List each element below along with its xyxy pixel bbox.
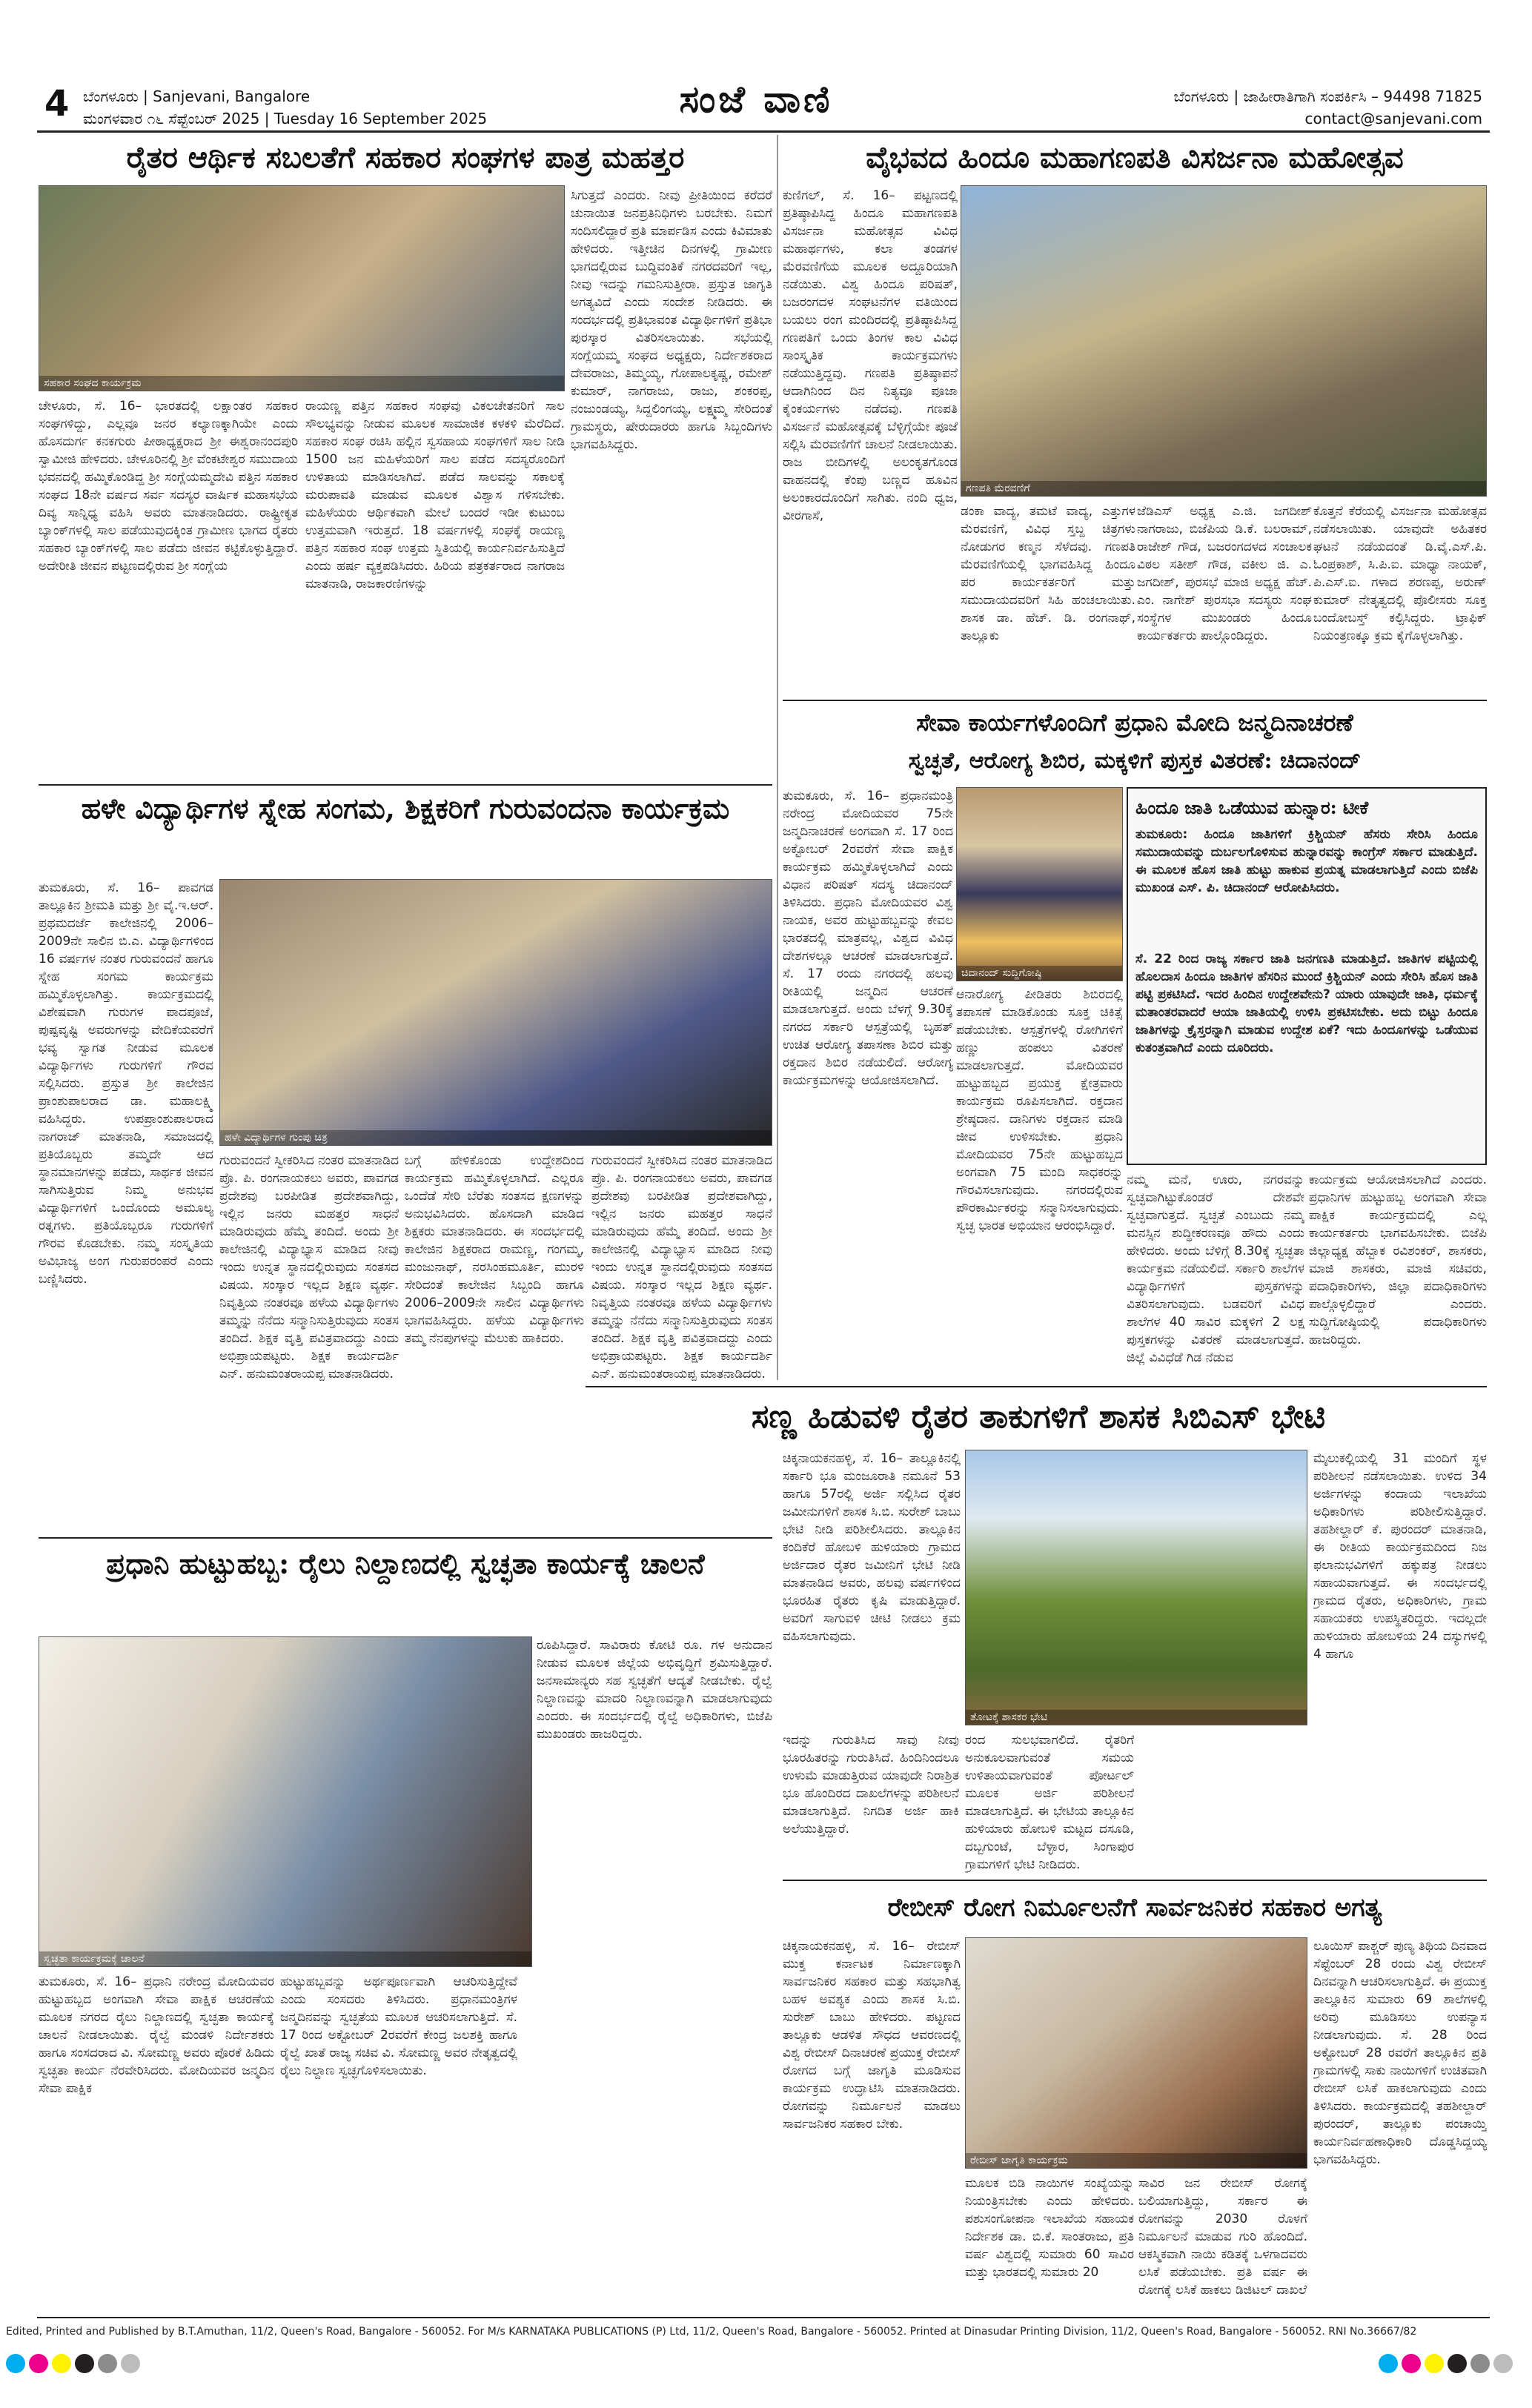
farmers-headline: ಸಣ್ಣ ಹಿಡುವಳಿ ರೈತರ ತಾಕುಗಳಿಗೆ ಶಾಸಕ ಸಿಬಿಎಸ್ ಭೇಟಿ (751, 1398, 1326, 1436)
masthead-logo (534, 77, 978, 129)
ganapati-headline: ವೈಭವದ ಹಿಂದೂ ಮಹಾಗಣಪತಿ ವಿಸರ್ಜನಾ ಮಹೋತ್ಸವ (866, 140, 1404, 175)
seva-top-rule (783, 700, 1487, 701)
seva-headline: ಸೇವಾ ಕಾರ್ಯಗಳೊಂದಿಗೆ ಪ್ರಧಾನಿ ಮೋದಿ ಜನ್ಮದಿನಾಚರಣೆ (916, 709, 1353, 737)
cooperative-headline: ರೈತರ ಆರ್ಥಿಕ ಸಬಲತೆಗೆ ಸಹಕಾರ ಸಂಘಗಳ ಪಾತ್ರ ಮಹತ್ತರ (126, 140, 685, 175)
cooperative-photo-caption: ಸಹಕಾರ ಸಂಘದ ಕಾರ್ಯಕ್ರಮ (39, 376, 564, 391)
ganapati-photo (961, 185, 1487, 497)
alumni-col-2: ಗುರುವಂದನೆ ಸ್ವೀಕರಿಸಿದ ನಂತರ ಮಾತನಾಡಿದ ಪ್ರೊ. ಪಿ. ರಂಗನಾಯಕಲು ಅವರು, ಪಾವಗಡ ಪ್ರದೇಶವು ಬರಪೀಡಿತ ಪ್ರದೇಶವಾಗಿದ್ದು, ಇಲ್ಲಿನ ಜನರು ಮಹತ್ತರ ಸಾಧನೆ ಮಾಡಿರುವುದು ಹೆಮ್ಮೆ ತಂದಿದೆ. ಅಂದು ಶ್ರೀ ಕಾಲೇಜಿನಲ್ಲಿ ವಿದ್ಯಾಭ್ಯಾಸ ಮಾಡಿದ ನೀವು ಇಂದು ಉನ್ನತ ಸ್ಥಾನದಲ್ಲಿರುವುದು ಸಂತಸದ ವಿಷಯ. ಸಂಸ್ಕಾರ ಇಲ್ಲದ ಶಿಕ್ಷಣ ವ್ಯರ್ಥ. ನಿವೃತ್ತಿಯ ನಂತರವೂ ಹಳೆಯ ವಿದ್ಯಾರ್ಥಿಗಳು ತಮ್ಮನ್ನು ನೆನೆದು ಸನ್ಮಾನಿಸುತ್ತಿರುವುದು ಸಂತಸ ತಂದಿದೆ. ಶಿಕ್ಷಕ ವೃತ್ತಿ ಪವಿತ್ರವಾದದ್ದು ಎಂದು ಅಭಿಪ್ರಾಯಪಟ್ಟರು. ಶಿಕ್ಷಕ ಕಾರ್ಯದರ್ಶಿ ಎನ್. ಹನುಮಂತರಾಯಪ್ಪ ಮಾತನಾಡಿದರು. (219, 1153, 399, 1382)
alumni-top-rule (39, 784, 772, 786)
contact-email[interactable]: contact@sanjevani.com (1304, 110, 1482, 127)
seva-col-3: ನಮ್ಮ ಮನೆ, ಊರು, ನಗರವನ್ನು ಸ್ವಚ್ಛವಾಗಿಟ್ಟುಕೊಂಡರೆ ದೇಶವೇ ಸ್ವಚ್ಛವಾಗುತ್ತದೆ. ಸ್ವಚ್ಛತೆ ಎಂಬುದು ನಮ್ಮ ಮನಸ್ಸಿನ ಶುದ್ಧೀಕರಣವೂ ಹೌದು ಎಂದು ಹೇಳಿದರು. ಅಂದು ಬೆಳಿಗ್ಗೆ 8.30ಕ್ಕೆ ಸ್ವಚ್ಛತಾ ಕಾರ್ಯಕ್ರಮ ನಡೆಯಲಿದೆ. ಸರ್ಕಾರಿ ಶಾಲೆಗಳ ವಿದ್ಯಾರ್ಥಿಗಳಿಗೆ ಪುಸ್ತಕಗಳನ್ನು ವಿತರಿಸಲಾಗುವುದು. ಬಡವರಿಗೆ ವಿವಿಧ ಶಾಲೆಗಳ 40 ಸಾವಿರ ಮಕ್ಕಳಿಗೆ 2 ಲಕ್ಷ ಪುಸ್ತಕಗಳನ್ನು ವಿತರಣೆ ಮಾಡಲಾಗುತ್ತದೆ. ಜಿಲ್ಲೆ ವಿವಿಧೆಡೆ ಗಿಡ ನೆಡುವ (1127, 1173, 1304, 1365)
registration-dot (1448, 2354, 1467, 2373)
seva-photo (956, 787, 1123, 981)
seva-col-1: ತುಮಕೂರು, ಸೆ. 16– ಪ್ರಧಾನಮಂತ್ರಿ ನರೇಂದ್ರ ಮೋದಿಯವರ 75ನೇ ಜನ್ಮದಿನಾಚರಣೆ ಅಂಗವಾಗಿ ಸೆ. 17 ರಿಂದ ಅಕ್ಟೋಬರ್ 2ರವರೆಗೆ ಸೇವಾ ಪಾಕ್ಷಿಕ ಕಾರ್ಯಕ್ರಮ ಹಮ್ಮಿಕೊಳ್ಳಲಾಗಿದೆ ಎಂದು ವಿಧಾನ ಪರಿಷತ್ ಸದಸ್ಯ ಚಿದಾನಂದ್ ತಿಳಿಸಿದರು. ಪ್ರಧಾನಿ ಮೋದಿಯವರ ವಿಶ್ವ ನಾಯಕ, ಅವರ ಹುಟ್ಟುಹಬ್ಬವನ್ನು ಕೇವಲ ಭಾರತದಲ್ಲಿ ಮಾತ್ರವಲ್ಲ, ವಿಶ್ವದ ವಿವಿಧ ದೇಶಗಳಲ್ಲೂ ಆಚರಣೆ ಮಾಡಲಾಗುತ್ತದೆ. ಸೆ. 17 ರಂದು ನಗರದಲ್ಲಿ ಹಲವು ರೀತಿಯಲ್ಲಿ ಜನ್ಮದಿನ ಆಚರಣೆ ಮಾಡಲಾಗುತ್ತದೆ. ಅಂದು ಬೆಳಗ್ಗೆ 9.30ಕ್ಕೆ ನಗರದ ಸರ್ಕಾರಿ ಆಸ್ಪತ್ರೆಯಲ್ಲಿ ಬೃಹತ್ ಉಚಿತ ಆರೋಗ್ಯ ತಪಾಸಣಾ ಶಿಬಿರ ಮತ್ತು ರಕ್ತದಾನ ಶಿಬಿರ ನಡೆಯಲಿದೆ. ಆರೋಗ್ಯ ಕಾರ್ಯಕ್ರಮಗಳನ್ನು ಆಯೋಜಿಸಲಾಗಿದೆ. (783, 789, 953, 1088)
alumni-col-1: ತುಮಕೂರು, ಸೆ. 16– ಪಾವಗಡ ತಾಲ್ಲೂಕಿನ ಶ್ರೀಮತಿ ಮತ್ತು ಶ್ರೀ ವೈ.ಇ.ಆರ್. ಪ್ರಥಮದರ್ಜೆ ಕಾಲೇಜಿನಲ್ಲಿ 2006–2009ನೇ ಸಾಲಿನ ಬಿ.ಎ. ವಿದ್ಯಾರ್ಥಿಗಳಿಂದ 16 ವರ್ಷಗಳ ನಂತರ ಗುರುವಂದನೆ ಹಾಗೂ ಸ್ನೇಹ ಸಂಗಮ ಕಾರ್ಯಕ್ರಮ ಹಮ್ಮಿಕೊಳ್ಳಲಾಗಿತ್ತು. ಕಾರ್ಯಕ್ರಮದಲ್ಲಿ ವಿಶೇಷವಾಗಿ ಗುರುಗಳ ಪಾದಪೂಜೆ, ಪುಷ್ಪವೃಷ್ಟಿ ಅವರುಗಳನ್ನು ವೇದಿಕೆಯವರೆಗೆ ಭವ್ಯ ಸ್ವಾಗತ ನೀಡುವ ಮೂಲಕ ವಿದ್ಯಾರ್ಥಿಗಳು ಗುರುಗಳಿಗೆ ಗೌರವ ಸಲ್ಲಿಸಿದರು. ಪ್ರಸ್ತುತ ಶ್ರೀ ಕಾಲೇಜಿನ ಪ್ರಾಂಶುಪಾಲರಾದ ಡಾ. ಮಹಾಲಕ್ಷ್ಮಿ ವಹಿಸಿದ್ದರು. ಉಪಪ್ರಾಂಶುಪಾಲರಾದ ನಾಗರಾಜ್ ಮಾತನಾಡಿ, ಸಮಾಜದಲ್ಲಿ ಪ್ರತಿಯೊಬ್ಬರು ತಮ್ಮದೇ ಆದ ಸ್ಥಾನಮಾನಗಳನ್ನು ಪಡೆದು, ಸಾರ್ಥಕ ಜೀವನ ಸಾಗಿಸುತ್ತಿರುವ ನಿಮ್ಮ ಅನುಭವ ವಿದ್ಯಾರ್ಥಿಗಳಿಗೆ ಒಂದೊಂದು ಅಮೂಲ್ಯ ರತ್ನಗಳು. ಪ್ರತಿಯೊಬ್ಬರೂ ಗುರುಗಳಿಗೆ ಗೌರವ ಕೊಡಬೇಕು. ನಮ್ಮ ಸಂಸ್ಕೃತಿಯ ಅವಿಭಾಜ್ಯ ಅಂಗ ಗುರುಪರಂಪರೆ ಎಂದು ಬಣ್ಣಿಸಿದರು. (39, 880, 213, 1287)
farmers-photo (965, 1450, 1307, 1725)
farmers-col-3: ರಂದ ಸುಲಭವಾಗಲಿದೆ. ರೈತರಿಗೆ ಅನುಕೂಲವಾಗುವಂತೆ ಸಮಯ ಉಳಿತಾಯವಾಗುವಂತೆ ಪೋರ್ಟಲ್ ಮೂಲಕ ಅರ್ಜಿ ಪರಿಶೀಲನೆ ಮಾಡಲಾಗುತ್ತಿದೆ. ಈ ಭೇಟಿಯ ತಾಲ್ಲೂಕಿನ ಹುಳಿಯಾರು ಹೋಬಳಿ ಮಟ್ಟದ ದಸೂಡಿ, ದಬ್ಬಗುಂಟೆ, ಬೆಳ್ಳಾರ, ಸಿಂಗಾಪುರ ಗ್ರಾಮಗಳಿಗೆ ಭೇಟಿ ನೀಡಿದರು. (965, 1733, 1134, 1872)
rabies-col-1: ಚಿಕ್ಕನಾಯಕನಹಳ್ಳಿ, ಸೆ. 16– ರೇಬೀಸ್ ಮುಕ್ತ ಕರ್ನಾಟಕ ನಿರ್ಮಾಣಕ್ಕಾಗಿ ಸಾರ್ವಜನಿಕರ ಸಹಕಾರ ಮತ್ತು ಸಹಭಾಗಿತ್ವ ಬಹಳ ಅವಶ್ಯಕ ಎಂದು ಶಾಸಕ ಸಿ.ಬಿ. ಸುರೇಶ್ ಬಾಬು ಹೇಳಿದರು. ಪಟ್ಟಣದ ತಾಲ್ಲೂಕು ಆಡಳಿತ ಸೌಧದ ಆವರಣದಲ್ಲಿ ವಿಶ್ವ ರೇಬೀಸ್ ದಿನಾಚರಣೆ ಪ್ರಯುಕ್ತ ರೇಬೀಸ್ ರೋಗದ ಬಗ್ಗೆ ಜಾಗೃತಿ ಮೂಡಿಸುವ ಕಾರ್ಯಕ್ರಮ ಉದ್ಘಾಟಿಸಿ ಮಾತನಾಡಿದರು. ರೋಗವನ್ನು ನಿರ್ಮೂಲನೆ ಮಾಡಲು ಸಾರ್ವಜನಿಕರ ಸಹಕಾರ ಬೇಕು. (783, 1939, 961, 2132)
registration-dot (52, 2354, 71, 2373)
registration-dot (1425, 2354, 1444, 2373)
ganapati-photo-caption: ಗಣಪತಿ ಮೆರವಣಿಗೆ (961, 481, 1486, 496)
cooperative-photo (39, 185, 565, 391)
rabies-top-rule (783, 1880, 1487, 1881)
farmers-top-rule (586, 1386, 1487, 1387)
alumni-headline: ಹಳೇ ವಿದ್ಯಾರ್ಥಿಗಳ ಸ್ನೇಹ ಸಂಗಮ, ಶಿಕ್ಷಕರಿಗೆ ಗುರುವಂದನಾ ಕಾರ್ಯಕ್ರಮ (81, 792, 730, 825)
railway-top-rule (39, 1537, 772, 1539)
contact-line: ಬೆಂಗಳೂರು | ಜಾಹೀರಾತಿಗಾಗಿ ಸಂಪರ್ಕಿಸಿ – 94498 71825 (1173, 87, 1482, 105)
rabies-col-2: ಮೂಲಕ ಬಿಡಿ ನಾಯಿಗಳ ಸಂಖ್ಯೆಯನ್ನು ನಿಯಂತ್ರಿಸಬೇಕು ಎಂದು ಹೇಳಿದರು. ಪಶುಸಂಗೋಪನಾ ಇಲಾಖೆಯ ಸಹಾಯಕ ನಿರ್ದೇಶಕ ಡಾ. ಬಿ.ಕೆ. ಸಾಂತರಾಜು, ಪ್ರತಿ ವರ್ಷ ವಿಶ್ವದಲ್ಲಿ ಸುಮಾರು 60 ಸಾವಿರ ಮತ್ತು ಭಾರತದಲ್ಲಿ ಸುಮಾರು 20 (965, 2176, 1134, 2280)
ganapati-col-2: ಡಂಕಾ ವಾದ್ಯ, ತಮಟೆ ವಾದ್ಯ, ಎತ್ತುಗಳ ಮೆರವಣಿಗೆ, ವಿವಿಧ ಸ್ತಬ್ದ ಚಿತ್ರಗಳು ನೋಡುಗರ ಕಣ್ಮನ ಸೆಳೆದವು. ಗಣಪತಿ ಮೆರವಣಿಗೆಯಲ್ಲಿ ಭಾಗವಹಿಸಿದ್ದ ಹಿಂದೂ ಪರ ಕಾರ್ಯಕರ್ತರಿಗೆ ಮತ್ತು ಸಮುದಾಯದವರಿಗೆ ಸಿಹಿ ಹಂಚಲಾಯಿತು. ಶಾಸಕ ಡಾ. ಹೆಚ್. ಡಿ. ರಂಗನಾಥ್, ತಾಲ್ಲೂಕು (961, 504, 1135, 643)
ganapati-col-1: ಕುಣಿಗಲ್, ಸೆ. 16– ಪಟ್ಟಣದಲ್ಲಿ ಪ್ರತಿಷ್ಠಾಪಿಸಿದ್ದ ಹಿಂದೂ ಮಹಾಗಣಪತಿ ವಿಸರ್ಜನಾ ಮಹೋತ್ಸವ ವಿವಿಧ ಮಹಾರ್ಥಗಳು, ಕಲಾ ತಂಡಗಳ ಮೆರವಣಿಗೆಯ ಮೂಲಕ ಅದ್ದೂರಿಯಾಗಿ ನಡೆಯಿತು. ವಿಶ್ವ ಹಿಂದೂ ಪರಿಷತ್, ಬಜರಂಗದಳ ಸಂಘಟನೆಗಳ ವತಿಯಿಂದ ಬಯಲು ರಂಗ ಮಂದಿರದಲ್ಲಿ ಪ್ರತಿಷ್ಠಾಪಿಸಿದ್ದ ಗಣಪತಿಗೆ ಒಂದು ತಿಂಗಳ ಕಾಲ ವಿವಿಧ ಸಾಂಸ್ಕೃತಿಕ ಕಾರ್ಯಕ್ರಮಗಳು ನಡೆಯುತ್ತಿದ್ದವು. ಗಣಪತಿ ಪ್ರತಿಷ್ಠಾಪನೆ ಆದಾಗಿನಿಂದ ದಿನ ನಿತ್ಯವೂ ಪೂಜಾ ಕೈಂಕರ್ಯಗಳು ನಡೆದವು. ಗಣಪತಿ ವಿಸರ್ಜನೆ ಮಹೋತ್ಸವಕ್ಕೆ ಬೆಳ್ಳಿಗ್ಗೆಯೇ ಪೂಜೆ ಸಲ್ಲಿಸಿ ಮೆರವಣಿಗೆಗೆ ಚಾಲನೆ ನೀಡಲಾಯಿತು. ರಾಜ ಬೀದಿಗಳಲ್ಲಿ ಅಲಂಕೃತಗೊಂಡ ವಾಹನದಲ್ಲಿ ಕೆಂಪು ಬಣ್ಣದ ಹೂವಿನ ಅಲಂಕಾರದೊಂದಿಗೆ ಸಾಗಿತು. ನಂದಿ ಧ್ವಜ, ವೀರಗಾಸೆ, (783, 188, 958, 523)
registration-dot (98, 2354, 117, 2373)
railway-col-1: ತುಮಕೂರು, ಸೆ. 16– ಪ್ರಧಾನಿ ನರೇಂದ್ರ ಮೋದಿಯವರ ಹುಟ್ಟುಹಬ್ಬದ ಅಂಗವಾಗಿ ಸೇವಾ ಪಾಕ್ಷಿಕ ಆಚರಣೆಯ ಮೂಲಕ ನಗರದ ರೈಲು ನಿಲ್ದಾಣದಲ್ಲಿ ಸ್ವಚ್ಛತಾ ಕಾರ್ಯಕ್ಕೆ ಚಾಲನೆ ನೀಡಲಾಯಿತು. ರೈಲ್ವೆ ಮಂಡಳಿ ನಿರ್ದೇಶಕರು ಹಾಗೂ ಸಂಸದರಾದ ವಿ. ಸೋಮಣ್ಣ ಅವರು ಪೊರಕೆ ಹಿಡಿದು ಸ್ವಚ್ಛತಾ ಕಾರ್ಯ ನೆರವೇರಿಸಿದರು. ಮೋದಿಯವರ ಜನ್ಮದಿನ ಸೇವಾ ಪಾಕ್ಷಿಕ (39, 1974, 274, 2096)
seva-photo-caption: ಚಿದಾನಂದ್ ಸುದ್ದಿಗೋಷ್ಠಿ (957, 966, 1122, 981)
seva-col-2: ಆನಾರೋಗ್ಯ ಪೀಡಿತರು ಶಿಬಿರದಲ್ಲಿ ತಪಾಸಣೆ ಮಾಡಿಕೊಂಡು ಸೂಕ್ತ ಚಿಕಿತ್ಸೆ ಪಡೆಯಬೇಕು. ಆಸ್ಪತ್ರೆಗಳಲ್ಲಿ ರೋಗಿಗಳಿಗೆ ಹಣ್ಣು ಹಂಪಲು ವಿತರಣೆ ಮಾಡಲಾಗುತ್ತದೆ. ಮೋದಿಯವರ ಹುಟ್ಟುಹಬ್ಬದ ಪ್ರಯುಕ್ತ ಕ್ಷೇತ್ರವಾರು ಕಾರ್ಯಕ್ರಮ ರೂಪಿಸಲಾಗಿದೆ. ರಕ್ತದಾನ ಶ್ರೇಷ್ಠದಾನ. ದಾನಿಗಳು ರಕ್ತದಾನ ಮಾಡಿ ಜೀವ ಉಳಿಸಬೇಕು. ಪ್ರಧಾನಿ ಮೋದಿಯವರ 75ನೇ ಹುಟ್ಟುಹಬ್ಬದ ಅಂಗವಾಗಿ 75 ಮಂದಿ ಸಾಧಕರನ್ನು ಗೌರವಿಸಲಾಗುವುದು. ನಗರದಲ್ಲಿರುವ ಪೌರಕಾರ್ಮಿಕರನ್ನು ಸನ್ಮಾನಿಸಲಾಗುವುದು. ಸ್ವಚ್ಛ ಭಾರತ ಅಭಿಯಾನ ಆರಂಭಿಸಿದ್ದಾರೆ. (956, 987, 1123, 1233)
cooperative-col-3: ಸಿಗುತ್ತದೆ ಎಂದರು. ನೀವು ಪ್ರೀತಿಯಿಂದ ಕರೆದರೆ ಚುನಾಯಿತ ಜನಪ್ರತಿನಿಧಿಗಳು ಬರಬೇಕು. ನಿಮಗೆ ಸಂದಿಸಲಿದ್ದಾರೆ ಪ್ರತಿ ಮಾರ್ಪಡಿಸ ಎಂದು ಕಿವಿಮಾತು ಹೇಳಿದರು. ಇತ್ತೀಚಿನ ದಿನಗಳಲ್ಲಿ ಗ್ರಾಮೀಣ ಭಾಗದಲ್ಲಿರುವ ಬುದ್ಧಿವಂತಿಕೆ ನಗರದವರಿಗೆ ಇಲ್ಲ, ನೀವು ಇದನ್ನು ಗಮನಿಸುತ್ತೀರಾ. ಪ್ರಸ್ತುತ ಜಾಗೃತಿ ಅಗತ್ಯವಿದೆ ಎಂದು ಸಂದೇಶ ನೀಡಿದರು. ಈ ಸಂದರ್ಭದಲ್ಲಿ ಪ್ರತಿಭಾವಂತ ವಿದ್ಯಾರ್ಥಿಗಳಿಗೆ ಪ್ರತಿಭಾ ಪುರಸ್ಕಾರ ವಿತರಿಸಲಾಯಿತು. ಸಭೆಯಲ್ಲಿ ಸಂಗ್ಲೆಯಮ್ಮ ಸಂಘದ ಅಧ್ಯಕ್ಷರು, ನಿರ್ದೇಶಕರಾದ ದೇವರಾಜು, ತಿಮ್ಮಯ್ಯ, ಗೋಪಾಲಕೃಷ್ಣ, ರಮೇಶ್ ಕುಮಾರ್, ನಾಗರಾಜು, ರಾಜು, ಶಂಕರಪ್ಪ, ನಂಜುಂಡಯ್ಯ, ಸಿದ್ದಲಿಂಗಯ್ಯ, ಲಕ್ಷ್ಮಮ್ಮ ಸೇರಿದಂತೆ ಗ್ರಾಮಸ್ಥರು, ಷೇರುದಾರರು ಹಾಗೂ ಸಿಬ್ಬಂದಿಗಳು ಭಾಗವಹಿಸಿದ್ದರು. (571, 188, 772, 452)
logo-text: ಸಂಜೆ ವಾಣಿ (679, 77, 833, 121)
alumni-photo-caption: ಹಳೇ ವಿದ್ಯಾರ್ಥಿಗಳ ಗುಂಪು ಚಿತ್ರ (220, 1130, 772, 1145)
sidebox (1127, 787, 1487, 1165)
railway-headline: ಪ್ರಧಾನಿ ಹುಟ್ಟುಹಬ್ಬ: ರೈಲು ನಿಲ್ದಾಣದಲ್ಲಿ ಸ್ವಚ್ಛತಾ ಕಾರ್ಯಕ್ಕೆ ಚಾಲನೆ (106, 1547, 705, 1580)
alumni-col-4: ಗುರುವಂದನೆ ಸ್ವೀಕರಿಸಿದ ನಂತರ ಮಾತನಾಡಿದ ಪ್ರೊ. ಪಿ. ರಂಗನಾಯಕಲು ಅವರು, ಪಾವಗಡ ಪ್ರದೇಶವು ಬರಪೀಡಿತ ಪ್ರದೇಶವಾಗಿದ್ದು, ಇಲ್ಲಿನ ಜನರು ಮಹತ್ತರ ಸಾಧನೆ ಮಾಡಿರುವುದು ಹೆಮ್ಮೆ ತಂದಿದೆ. ಅಂದು ಶ್ರೀ ಕಾಲೇಜಿನಲ್ಲಿ ವಿದ್ಯಾಭ್ಯಾಸ ಮಾಡಿದ ನೀವು ಇಂದು ಉನ್ನತ ಸ್ಥಾನದಲ್ಲಿರುವುದು ಸಂತಸದ ವಿಷಯ. ಸಂಸ್ಕಾರ ಇಲ್ಲದ ಶಿಕ್ಷಣ ವ್ಯರ್ಥ. ನಿವೃತ್ತಿಯ ನಂತರವೂ ಹಳೆಯ ವಿದ್ಯಾರ್ಥಿಗಳು ತಮ್ಮನ್ನು ನೆನೆದು ಸನ್ಮಾನಿಸುತ್ತಿರುವುದು ಸಂತಸ ತಂದಿದೆ. ಶಿಕ್ಷಕ ವೃತ್ತಿ ಪವಿತ್ರವಾದದ್ದು ಎಂದು ಅಭಿಪ್ರಾಯಪಟ್ಟರು. ಶಿಕ್ಷಕ ಕಾರ್ಯದರ್ಶಿ ಎನ್. ಹನುಮಂತರಾಯಪ್ಪ ಮಾತನಾಡಿದರು. (591, 1153, 772, 1382)
railway-photo-caption: ಸ್ವಚ್ಛತಾ ಕಾರ್ಯಕ್ರಮಕ್ಕೆ ಚಾಲನೆ (39, 1951, 531, 1966)
railway-col-2: ಹುಟ್ಟುಹಬ್ಬವನ್ನು ಅರ್ಥಪೂರ್ಣವಾಗಿ ಆಚರಿಸುತ್ತಿದ್ದೇವೆ ಎಂದು ಸಂಸದರು ತಿಳಿಸಿದರು. ಪ್ರಧಾನಮಂತ್ರಿಗಳ ಜನ್ಮದಿನವನ್ನು ಸ್ವಚ್ಛತೆಯ ಮೂಲಕ ಆಚರಿಸಲಾಗುತ್ತಿದೆ. ಸೆ. 17 ರಿಂದ ಅಕ್ಟೋಬರ್ 2ರವರೆಗೆ ಕೇಂದ್ರ ಜಲಶಕ್ತಿ ಹಾಗೂ ರೈಲ್ವೆ ಖಾತೆ ರಾಜ್ಯ ಸಚಿವ ವಿ. ಸೋಮಣ್ಣ ಅವರ ನೇತೃತ್ವದಲ್ಲಿ ರೈಲು ನಿಲ್ದಾಣ ಸ್ವಚ್ಛಗೊಳಿಸಲಾಯಿತು. (280, 1974, 517, 2078)
farmers-col-1: ಚಿಕ್ಕನಾಯಕನಹಳ್ಳಿ, ಸೆ. 16– ತಾಲ್ಲೂಕಿನಲ್ಲಿ ಸರ್ಕಾರಿ ಭೂ ಮಂಜೂರಾತಿ ನಮೂನೆ 53 ಹಾಗೂ 57ರಲ್ಲಿ ಅರ್ಜಿ ಸಲ್ಲಿಸಿದ ರೈತರ ಜಮೀನುಗಳಿಗೆ ಶಾಸಕ ಸಿ.ಬಿ. ಸುರೇಶ್ ಬಾಬು ಭೇಟಿ ನೀಡಿ ಪರಿಶೀಲಿಸಿದರು. ತಾಲ್ಲೂಕಿನ ಕಂದಿಕೆರೆ ಹೋಬಳಿ ಹುಳಿಯಾರು ಗ್ರಾಮದ ಅರ್ಜಿದಾರ ರೈತರ ಜಮೀನಿಗೆ ಭೇಟಿ ನೀಡಿ ಮಾತನಾಡಿದ ಅವರು, ಹಲವು ವರ್ಷಗಳಿಂದ ಭೂರಹಿತ ರೈತರು ಕೃಷಿ ಮಾಡುತ್ತಿದ್ದಾರೆ. ಅವರಿಗೆ ಸಾಗುವಳಿ ಚೀಟಿ ನೀಡಲು ಕ್ರಮ ವಹಿಸಲಾಗುವುದು. (783, 1451, 961, 1644)
registration-dot (29, 2354, 48, 2373)
registration-dot (6, 2354, 25, 2373)
farmers-col-2: ಇದನ್ನು ಗುರುತಿಸಿದ ಸಾವು ನೀವು ಭೂರಹಿತರನ್ನು ಗುರುತಿಸಿದೆ. ಹಿಂದಿನಿಂದಲೂ ಉಳುಮೆ ಮಾಡುತ್ತಿರುವ ಯಾವುದೇ ನಿರಾಶ್ರಿತ ಭೂ ಹೊಂದಿರದ ದಾಖಲೆಗಳನ್ನು ಪರಿಶೀಲನೆ ಮಾಡಲಾಗುತ್ತಿದೆ. ನಿಗದಿತ ಅರ್ಜಿ ಹಾಕಿ ಅಲೆಯುತ್ತಿದ್ದಾರೆ. (783, 1733, 959, 1837)
rabies-photo (965, 1937, 1307, 2169)
column-divider (777, 135, 778, 1380)
masthead-rule (37, 130, 1490, 133)
rabies-col-3: ಸಾವಿರ ಜನ ರೇಬೀಸ್ ರೋಗಕ್ಕೆ ಬಲಿಯಾಗುತ್ತಿದ್ದು, ಸರ್ಕಾರ ಈ ರೋಗವನ್ನು 2030 ರೊಳಗೆ ನಿರ್ಮೂಲನೆ ಮಾಡುವ ಗುರಿ ಹೊಂದಿದೆ. ಆಕಸ್ಮಿಕವಾಗಿ ನಾಯಿ ಕಡಿತಕ್ಕೆ ಒಳಗಾದವರು ಲಸಿಕೆ ಪಡೆಯಬೇಕು. ಪ್ರತಿ ವರ್ಷ ಈ ರೋಗಕ್ಕೆ ಲಸಿಕೆ ಹಾಕಲು ಡಿಜಿಟಲ್ ದಾಖಲೆ (1138, 2176, 1307, 2298)
farmers-photo-caption: ತೋಟಕ್ಕೆ ಶಾಸಕರ ಭೇಟಿ (966, 1710, 1307, 1725)
farmers-col-4: ಮೈಲುಕಲ್ಲಿಯಲ್ಲಿ 31 ಮಂದಿಗೆ ಸ್ಥಳ ಪರಿಶೀಲನೆ ನಡೆಸಲಾಯಿತು. ಉಳಿದ 34 ಅರ್ಜಿಗಳನ್ನು ಕಂದಾಯ ಇಲಾಖೆಯ ಅಧಿಕಾರಿಗಳು ಪರಿಶೀಲಿಸುತ್ತಿದ್ದಾರೆ. ತಹಶೀಲ್ದಾರ್ ಕೆ. ಪುರಂದರ್ ಮಾತನಾಡಿ, ಈ ರೀತಿಯ ಕಾರ್ಯಕ್ರಮದಿಂದ ನಿಜ ಫಲಾನುಭವಿಗಳಿಗೆ ಹಕ್ಕುಪತ್ರ ನೀಡಲು ಸಹಾಯವಾಗುತ್ತದೆ. ಈ ಸಂದರ್ಭದಲ್ಲಿ ಗ್ರಾಮದ ರೈತರು, ಅಧಿಕಾರಿಗಳು, ಗ್ರಾಮ ಸಹಾಯಕರು ಉಪಸ್ಥಿತರಿದ್ದರು. ಇದಲ್ಲದೇ ಹುಳಿಯಾರು ಹೋಬಳಿಯ 24 ದಸ್ಯುಗಳಲ್ಲಿ 4 ಹಾಗೂ (1313, 1451, 1487, 1662)
registration-dot (121, 2354, 140, 2373)
seva-col-4: ಕಾರ್ಯಕ್ರಮ ಆಯೋಜಿಸಲಾಗಿದೆ ಎಂದರು. ಪ್ರಧಾನಿಗಳ ಹುಟ್ಟುಹಬ್ಬ ಅಂಗವಾಗಿ ಸೇವಾ ಪಾಕ್ಷಿಕ ಕಾರ್ಯಕ್ರಮದಲ್ಲಿ ಎಲ್ಲ ಕಾರ್ಯಕರ್ತರು ಭಾಗವಹಿಸಬೇಕು. ಬಿಜೆಪಿ ಜಿಲ್ಲಾಧ್ಯಕ್ಷ ಹೆಬ್ಬಾಕ ರವಿಶಂಕರ್, ಶಾಸಕರು, ಮಾಜಿ ಶಾಸಕರು, ಮಾಜಿ ಸಚಿವರು, ಪದಾಧಿಕಾರಿಗಳು, ಜಿಲ್ಲಾ ಪದಾಧಿಕಾರಿಗಳು ಪಾಲ್ಗೊಳ್ಳಲಿದ್ದಾರೆ ಎಂದರು. ಸುದ್ದಿಗೋಷ್ಠಿಯಲ್ಲಿ ಪದಾಧಿಕಾರಿಗಳು ಹಾಜರಿದ್ದರು. (1309, 1173, 1487, 1347)
seva-subheadline: ಸ್ವಚ್ಛತೆ, ಆರೋಗ್ಯ ಶಿಬಿರ, ಮಕ್ಕಳಿಗೆ ಪುಸ್ತಕ ವಿತರಣೆ: ಚಿದಾನಂದ್ (908, 748, 1362, 774)
alumni-col-3: ಬಗ್ಗೆ ಹೇಳಿಕೊಂಡು ಉದ್ದೇಶದಿಂದ ಕಾರ್ಯಕ್ರಮ ಹಮ್ಮಿಕೊಳ್ಳಲಾಗಿದೆ. ಎಲ್ಲರೂ ಒಂದೆಡೆ ಸೇರಿ ಬೆರೆತು ಸಂತಸದ ಕ್ಷಣಗಳನ್ನು ಅನುಭವಿಸಿದರು. ಹೊಸದಾಗಿ ಮಾಡಿದ ಶಿಕ್ಷಕರು ಮಾತನಾಡಿದರು. ಈ ಸಂದರ್ಭದಲ್ಲಿ ಕಾಲೇಜಿನ ಶಿಕ್ಷಕರಾದ ರಾಮಣ್ಣ, ಗಂಗಮ್ಮ, ಮಂಜುನಾಥ್, ನರಸಿಂಹಮೂರ್ತಿ, ಮುರಳಿ ಸೇರಿದಂತೆ ಕಾಲೇಜಿನ ಸಿಬ್ಬಂದಿ ಹಾಗೂ 2006–2009ನೇ ಸಾಲಿನ ವಿದ್ಯಾರ್ಥಿಗಳು ಭಾಗವಹಿಸಿದ್ದರು. ಹಳೆಯ ವಿದ್ಯಾರ್ಥಿಗಳು ತಮ್ಮ ನೆನಪುಗಳನ್ನು ಮೆಲುಕು ಹಾಕಿದರು. (405, 1153, 584, 1346)
registration-marks-left (6, 2354, 147, 2373)
footer-rule (37, 2317, 1490, 2318)
registration-dot (1402, 2354, 1421, 2373)
registration-dot (1470, 2354, 1490, 2373)
sidebox-body-1: ತುಮಕೂರು: ಹಿಂದೂ ಜಾತಿಗಳಿಗೆ ಕ್ರಿಶ್ಚಿಯನ್ ಹೆಸರು ಸೇರಿಸಿ ಹಿಂದೂ ಸಮುದಾಯವನ್ನು ದುರ್ಬಲಗೊಳಿಸುವ ಹುನ್ನಾರವನ್ನು ಕಾಂಗ್ರೆಸ್ ಸರ್ಕಾರ ಮಾಡುತ್ತಿದೆ. ಈ ಮೂಲಕ ಹೊಸ ಜಾತಿ ಹುಟ್ಟು ಹಾಕುವ ಪ್ರಯತ್ನ ಮಾಡಲಾಗುತ್ತಿದೆ ಎಂದು ಬಿಜೆಪಿ ಮುಖಂಡ ಎಸ್. ಪಿ. ಚಿದಾನಂದ್ ಆರೋಪಿಸಿದರು. (1135, 827, 1478, 895)
cooperative-col-1: ಚೇಳೂರು, ಸೆ. 16– ಭಾರತದಲ್ಲಿ ಲಕ್ಷಾಂತರ ಸಹಕಾರ ಸಂಘಗಳಿದ್ದು, ಎಲ್ಲವೂ ಜನರ ಕಲ್ಯಾಣಕ್ಕಾಗಿಯೇ ಎಂದು ಹೊಸದುರ್ಗ ಕನಕಗುರು ಪೀಠಾಧ್ಯಕ್ಷರಾದ ಶ್ರೀ ಈಶ್ವರಾನಂದಪುರಿ ಸ್ವಾಮೀಜಿ ಹೇಳಿದರು. ಚೇಳೂರಿನಲ್ಲಿ ಶ್ರೀ ವೆಂಕಟೇಶ್ವರ ಸಮುದಾಯ ಭವನದಲ್ಲಿ ಹಮ್ಮಿಕೊಂಡಿದ್ದ ಶ್ರೀ ಸಂಗ್ಲೆಯಮ್ಮದೇವಿ ಪತ್ತಿನ ಸಹಕಾರ ಸಂಘದ 18ನೇ ವರ್ಷದ ಸರ್ವ ಸದಸ್ಯರ ವಾರ್ಷಿಕ ಮಹಾಸಭೆಯ ದಿವ್ಯ ಸಾನ್ನಿಧ್ಯ ವಹಿಸಿ ಅವರು ಮಾತನಾಡಿದರು. ರಾಷ್ಟ್ರೀಕೃತ ಬ್ಯಾಂಕ್‌ಗಳಲ್ಲಿ ಸಾಲ ಪಡೆಯುವುದಕ್ಕಿಂತ ಗ್ರಾಮೀಣ ಭಾಗದ ರೈತರು ಸಹಕಾರ ಬ್ಯಾಂಕ್‌ಗಳಲ್ಲಿ ಸಾಲ ಪಡೆದು ಜೀವನ ಕಟ್ಟಿಕೊಳ್ಳುತ್ತಿದ್ದಾರೆ. ಅದೇರೀತಿ ಜೀವನ ಪಟ್ಟಣದಲ್ಲಿರುವ ಶ್ರೀ ಸಂಗ್ಲೆಯ (39, 399, 298, 574)
sidebox-title: ಹಿಂದೂ ಜಾತಿ ಒಡೆಯುವ ಹುನ್ನಾರ: ಟೀಕೆ (1135, 797, 1369, 818)
rabies-headline: ರೇಬೀಸ್ ರೋಗ ನಿರ್ಮೂಲನೆಗೆ ಸಾರ್ವಜನಿಕರ ಸಹಕಾರ ಅಗತ್ಯ (887, 1893, 1382, 1923)
date-line: ಮಂಗಳವಾರ ೧೬ ಸೆಪ್ಟೆಂಬರ್ 2025 | Tuesday 16 September 2025 (83, 110, 488, 127)
alumni-photo (219, 879, 772, 1146)
ganapati-col-4: ಕೊತ್ತನೆ ಕೆರೆಯಲ್ಲಿ ವಿಸರ್ಜನಾ ಮಹೋತ್ಸವ ನಡೆಸಲಾಯಿತು. ಯಾವುದೇ ಅಹಿತಕರ ಘಟನೆ ನಡೆಯದಂತೆ ಡಿ.ವೈ.ಎಸ್.ಪಿ. ಓಂಪ್ರಕಾಶ್, ಸಿ.ಪಿ.ಐ. ಮಾಧ್ಯಾ ನಾಯಕ್, ಪಿ.ಎಸ್.ಐ. ಗಳಾದ ಶರಣಪ್ಪ, ಅರುಣ್ ಕುಮಾರ್ ನೇತೃತ್ವದಲ್ಲಿ ಪೊಲೀಸರು ಸೂಕ್ತ ಬಂದೋಬಸ್ತ್ ಕಲ್ಪಿಸಿದ್ದರು. ಟ್ರಾಫಿಕ್ ನಿಯಂತ್ರಣಕ್ಕೂ ಕ್ರಮ ಕೈಗೊಳ್ಳಲಾಗಿತ್ತು. (1313, 504, 1487, 643)
registration-dot (75, 2354, 94, 2373)
railway-photo (39, 1636, 532, 1967)
registration-marks-right (1379, 2354, 1519, 2373)
railway-col-3: ರೂಪಿಸಿದ್ದಾರೆ. ಸಾವಿರಾರು ಕೋಟಿ ರೂ. ಗಳ ಅನುದಾನ ನೀಡುವ ಮೂಲಕ ಜಿಲ್ಲೆಯ ಅಭಿವೃದ್ಧಿಗೆ ಶ್ರಮಿಸುತ್ತಿದ್ದಾರೆ. ಜನಸಾಮಾನ್ಯರು ಸಹ ಸ್ವಚ್ಛತೆಗೆ ಆದ್ಯತೆ ನೀಡಬೇಕು. ರೈಲ್ವೆ ನಿಲ್ದಾಣವನ್ನು ಮಾದರಿ ನಿಲ್ದಾಣವನ್ನಾಗಿ ಮಾಡಲಾಗುವುದು ಎಂದರು. ಈ ಸಂದರ್ಭದಲ್ಲಿ ರೈಲ್ವೆ ಅಧಿಕಾರಿಗಳು, ಬಿಜೆಪಿ ಮುಖಂಡರು ಹಾಜರಿದ್ದರು. (537, 1638, 772, 1742)
rabies-col-4: ಲೂಯಿಸ್ ಪಾಶ್ಚರ್ ಪುಣ್ಯ ತಿಥಿಯ ದಿನವಾದ ಸೆಪ್ಟೆಂಬರ್ 28 ರಂದು ವಿಶ್ವ ರೇಬೀಸ್ ದಿನವನ್ನಾಗಿ ಆಚರಿಸಲಾಗುತ್ತಿದೆ. ಈ ಪ್ರಯುಕ್ತ ತಾಲ್ಲೂಕಿನ ಸುಮಾರು 69 ಶಾಲೆಗಳಲ್ಲಿ ಅರಿವು ಮೂಡಿಸಲು ಉಪನ್ಯಾಸ ನೀಡಲಾಗುವುದು. ಸೆ. 28 ರಿಂದ ಅಕ್ಟೋಬರ್ 28 ರವರೆಗೆ ತಾಲ್ಲೂಕಿನ ಪ್ರತಿ ಗ್ರಾಮಗಳಲ್ಲಿ ಸಾಕು ನಾಯಿಗಳಿಗೆ ಉಚಿತವಾಗಿ ರೇಬೀಸ್ ಲಸಿಕೆ ಹಾಕಲಾಗುವುದು ಎಂದು ತಿಳಿಸಿದರು. ಕಾರ್ಯಕ್ರಮದಲ್ಲಿ ತಹಶೀಲ್ದಾರ್ ಪುರಂದರ್, ತಾಲ್ಲೂಕು ಪಂಚಾಯ್ತಿ ಕಾರ್ಯನಿರ್ವಹಣಾಧಿಕಾರಿ ದೊಡ್ಡಸಿದ್ದಯ್ಯ ಭಾಗವಹಿಸಿದ್ದರು. (1313, 1939, 1487, 2167)
ganapati-col-3: ಜೆಡಿಎಸ್ ಅಧ್ಯಕ್ಷ ಎ.ಜಿ. ಜಗದೀಶ್ ನಾಗರಾಜು, ಬಿಜೆಪಿಯ ಡಿ.ಕೆ. ಬಲರಾಮ್, ರಾಜೇಶ್ ಗೌಡ, ಬಜರಂಗದಳದ ಸಂಚಾಲಕ ವಿಠಲ ಸತೀಶ್ ಗೌಡ, ವಕೀಲ ಜಿ. ಎ. ಜಗದೀಶ್, ಪುರಸಭೆ ಮಾಜಿ ಅಧ್ಯಕ್ಷ ಹೆಚ್. ಎಂ. ನಾಗೇಶ್ ಪುರಸಭಾ ಸದಸ್ಯರು ಸಂಘ ಸಂಸ್ಥೆಗಳ ಮುಖಂಡರು ಹಿಂದೂ ಕಾರ್ಯಕರ್ತರು ಪಾಲ್ಗೊಂಡಿದ್ದರು. (1137, 504, 1312, 643)
sidebox-body-2: ಸೆ. 22 ರಿಂದ ರಾಜ್ಯ ಸರ್ಕಾರ ಜಾತಿ ಜನಗಣತಿ ಮಾಡುತ್ತಿದೆ. ಜಾತಿಗಳ ಪಟ್ಟಿಯಲ್ಲಿ ಹೊಲದಾಸ ಹಿಂದೂ ಜಾತಿಗಳ ಹೆಸರಿನ ಮುಂದೆ ಕ್ರಿಶ್ಚಿಯನ್ ಎಂದು ಸೇರಿಸಿ ಹೊಸ ಜಾತಿ ಪಟ್ಟಿ ಪ್ರಕಟಿಸಿದೆ. ಇದರ ಹಿಂದಿನ ಉದ್ದೇಶವೇನು? ಯಾರು ಯಾವುದೇ ಜಾತಿ, ಧರ್ಮಕ್ಕೆ ಮತಾಂತರವಾದರೆ ಆಯಾ ಜಾತಿಯಲ್ಲಿ ಉಳಿಸಿ ಪ್ರಕಟಿಸಬೇಕು. ಅದು ಬಿಟ್ಟು ಹಿಂದೂ ಜಾತಿಗಳನ್ನು ಕ್ರೈಸ್ತರನ್ನಾಗಿ ಮಾಡುವ ಉದ್ದೇಶ ಏಕೆ? ಇದು ಹಿಂದೂಗಳನ್ನು ಒಡೆಯುವ ಕುತಂತ್ರವಾಗಿದೆ ಎಂದು ದೂರಿದರು. (1135, 952, 1478, 1055)
registration-dot (1493, 2354, 1513, 2373)
page-number: 4 (44, 83, 70, 125)
footer-imprint: Edited, Printed and Published by B.T.Amuthan, 11/2, Queen's Road, Bangalore - 560052. For M/s KARNATAKA PUBLICATIONS (P) Ltd, 11/2, Queen's Road, Bangalore - 560052. Printed at Dinasudar Printing Division, 11/2, Queen's Road, Bangalore - 560052. RNI No.36667/82 (6, 2326, 1417, 2338)
registration-dot (1379, 2354, 1398, 2373)
rabies-photo-caption: ರೇಬೀಸ್ ಜಾಗೃತಿ ಕಾರ್ಯಕ್ರಮ (966, 2153, 1307, 2168)
city-line: ಬೆಂಗಳೂರು | Sanjevani, Bangalore (83, 87, 311, 105)
cooperative-col-2: ರಾಯಣ್ಣ ಪತ್ತಿನ ಸಹಕಾರ ಸಂಘವು ವಿಕಲಚೇತನರಿಗೆ ಸಾಲ ಸೌಲಭ್ಯವನ್ನು ನೀಡುವ ಮೂಲಕ ಸಾಮಾಜಿಕ ಕಳಕಳಿ ಮೆರೆದಿದೆ. ಸಹಕಾರ ಸಂಘ ರಚಿಸಿ ಹಲ್ಲಿನ ಸ್ವಸಹಾಯ ಸಂಘಗಳಿಗೆ ಸಾಲ ನೀಡಿ 1500 ಜನ ಮಹಿಳೆಯರಿಗೆ ಸಾಲ ಪಡೆದ ಸದಸ್ಯರೊಂದಿಗೆ ಉಳಿತಾಯ ಮಾಡಿಸಲಾಗಿದೆ. ಪಡೆದ ಸಾಲವನ್ನು ಸಕಾಲಕ್ಕೆ ಮರುಪಾವತಿ ಮಾಡುವ ಮೂಲಕ ವಿಶ್ವಾಸ ಗಳಿಸಬೇಕು. ಮಹಿಳೆಯರು ಆರ್ಥಿಕವಾಗಿ ಮೇಲೆ ಬಂದರೆ ಇಡೀ ಕುಟುಂಬ ಉತ್ತಮವಾಗಿ ಇರುತ್ತದೆ. 18 ವರ್ಷಗಳಲ್ಲಿ ಸಂಘಕ್ಕೆ ರಾಯಣ್ಣ ಪತ್ತಿನ ಸಹಕಾರ ಸಂಘ ಉತ್ತಮ ಸ್ಥಿತಿಯಲ್ಲಿ ಕಾರ್ಯನಿರ್ವಹಿಸುತ್ತಿದೆ ಎಂದು ಹರ್ಷ ವ್ಯಕ್ತಪಡಿಸಿದರು. ಹಿರಿಯ ಪತ್ರಕರ್ತರಾದ ನಾಗರಾಜ ಮಾತನಾಡಿ, ರಾಜಕಾರಣಿಗಳನ್ನು (305, 399, 565, 591)
